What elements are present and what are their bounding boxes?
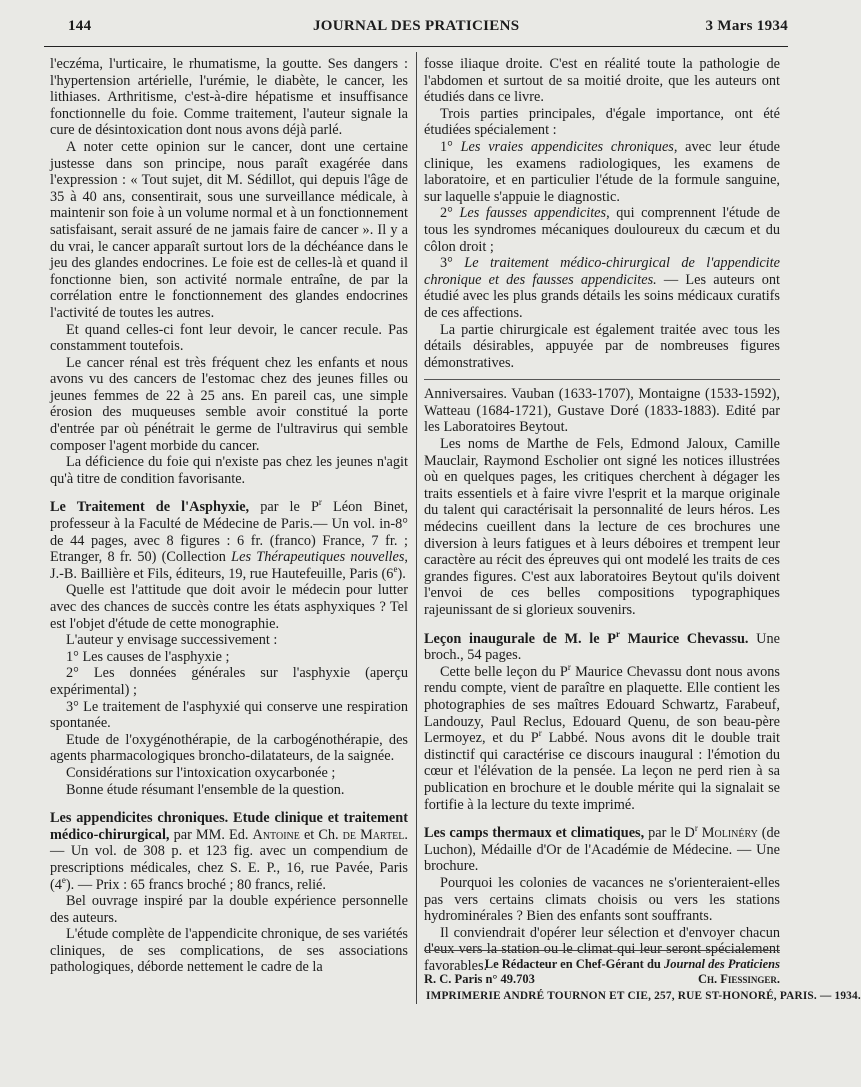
paragraph: La partie chirurgicale est également traitée avec tous les détails désirables, appuyée par de nombreuses figures démonstratives. <box>424 321 780 371</box>
review-asphyxie <box>50 499 408 798</box>
list-item: 1° Les causes de l'asphyxie ; <box>66 648 230 665</box>
list-item: 3° Le traitement de l'asphyxié qui conserve une respiration spontanée. <box>50 698 408 732</box>
paragraph: l'eczéma, l'urticaire, le rhumatisme, la goutte. Ses dangers : l'hypertension artérielle, l'urémie, le diabète, le cancer, les lithiases. Arthritisme, c'est-à-dire hépatisme et insuffisance fonctionnelle du foie. Comme traitement, l'auteur signale la cure de désintoxication dont nous avons déjà parlé. <box>50 56 408 139</box>
collection-title: Les Thérapeutiques nouvelles <box>231 549 405 566</box>
paragraph: Bel ouvrage inspiré par la double expérience personnelle des auteurs. <box>50 893 408 926</box>
author-name: Antoine <box>252 826 300 843</box>
paragraph: L'auteur y envisage successivement : <box>66 632 278 649</box>
paragraph: La déficience du foie qui n'existe pas chez les jeunes n'agit qu'à titre de condition favorisante. <box>50 454 408 487</box>
list-item: 2° Les fausses appendicites, qui comprennent l'étude de tous les syndromes mécaniques douloureux du cæcum et du côlon droit ; <box>424 205 780 255</box>
review-heading: Les camps thermaux et climatiques, par le $D^r$ Molinéry (de Luchon), Médaille d'Or de l'Académie de Médecine. — Une brochure. <box>424 823 781 875</box>
review-heading: Anniversaires. Vauban (1633-1707), Montaigne (1533-1592), Watteau (1684-1721), Gustave Doré (1833-1883). Edité par les Laboratoires Beytout. <box>424 386 781 436</box>
review-heading: Leçon inaugurale de M. le $P^r$ Maurice Chevassu. Une broch., 54 pages. <box>424 628 780 664</box>
review-title: Les appendicites chroniques. Etude clinique et traitement médico-chirurgical, <box>50 810 408 843</box>
paragraph: Bonne étude résumant l'ensemble de la question. <box>66 781 345 798</box>
review-lecon-inaugurale <box>424 628 781 814</box>
paragraph: A noter cette opinion sur le cancer, dont une certaine justesse dans son principe, nous paraît exagérée dans l'expression : « Tout sujet, dit M. Sédillot, qui depuis l'âge de 35 à 40 ans, consentirait, sous une surveillance médicale, à maintenir son foie à un volume normal et à un fonctionnement satisfaisant, serait assuré de ne jamais faire de cancer ». Il y a du vrai, le cancer apparaît surtout lors de la déchéance dans le jeu des glandes endocrines. Le foie est de celles-là et quand il fonctionne bien, son activité normale entraîne, de par la corrélation entre le fonctionnement des glandes endocrines l'activité de toutes les autres. <box>50 138 408 321</box>
paragraph: Et quand celles-ci font leur devoir, le cancer recule. Pas constamment toutefois. <box>50 321 408 355</box>
list-item: 1° Les vraies appendicites chroniques, avec leur étude clinique, les examens radiologiques, les examens de laboratoire, et en particulier l'étude de la formule sanguine, sur laquelle s'appuie le diagnostic. <box>424 138 780 205</box>
right-column <box>424 56 780 974</box>
paragraph: fosse iliaque droite. C'est en réalité toute la pathologie de l'abdomen et surtout de sa moitié droite, que les auteurs ont étudiés dans ce livre. <box>424 56 780 106</box>
author-name: de Martel <box>342 826 405 843</box>
editor-line: Le Rédacteur en Chef-Gérant du Journal des Praticiens <box>484 957 780 971</box>
paragraph: Le cancer rénal est très fréquent chez les enfants et nous avons vu des cancers de l'estomac chez des jeunes filles ou jeunes femmes de 22 à 25 ans. En pareil cas, une simple érosion des muqueuses semble avoir constitué la porte d'entrée par où pénétrait le germe de l'ultravirus qui semble composer l'agent morbide du cancer. <box>50 354 408 454</box>
review-anniversaires <box>424 386 780 618</box>
section-divider <box>424 379 780 380</box>
registration-number: R. C. Paris n° 49.703 <box>424 972 535 986</box>
author-name: Molinéry <box>701 825 758 842</box>
review-title: Leçon inaugurale de M. le P <box>424 630 616 647</box>
review-title: Le Traitement de l'Asphyxie, <box>50 499 250 516</box>
editor-footer <box>424 957 780 987</box>
paragraph: L'étude complète de l'appendicite chronique, de ses variétés cliniques, de ses complications, de ses associations pathologiques, déborde nettement le cadre de la <box>50 926 408 976</box>
page-number: 144 <box>68 18 92 34</box>
paragraph: Trois parties principales, d'égale importance, ont été étudiées spécialement : <box>424 105 780 139</box>
review-heading: Le Traitement de l'Asphyxie, par le $P^r$ Léon Binet, professeur à la Faculté de Médecine de Paris.— Un vol. in-8° de 44 pages, avec 8 figures : 6 fr. (franco) France, 7 fr. ; Etranger, 8 fr. 50) (Collection Les Thérapeutiques nouvelles, J.-B. Baillière et Fils, éditeurs, 19, rue Hautefeuille, Paris (6e). <box>50 497 408 582</box>
paragraph: Etude de l'oxygénothérapie, de la carbogénothérapie, des agents pharmacologiques broncho-dilatateurs, de la saignée. <box>50 731 408 765</box>
review-heading: Les appendicites chroniques. Etude clinique et traitement médico-chirurgical, par MM. Ed. Antoine et Ch. de Martel. — Un vol. de 308 p. et 123 fig. avec un compendium de prescriptions médicales, chez S. E. P., 16, rue Pavée, Paris (4e). — Prix : 65 francs broché ; 80 francs, relié. <box>50 810 408 893</box>
review-title: Anniversaires. Vauban (1633-1707), Montaigne (1533-1592), Watteau (1684-1721), Gustave Doré (1833-1883). <box>424 386 780 419</box>
list-item: 2° Les données générales sur l'asphyxie (aperçu expérimental) ; <box>50 665 408 698</box>
header-rule <box>44 46 788 47</box>
page-header <box>68 16 788 38</box>
issue-date: 3 Mars 1934 <box>705 18 788 34</box>
review-title: Les camps thermaux et climatiques, <box>424 825 645 842</box>
journal-title: JOURNAL DES PRATICIENS <box>313 18 520 34</box>
paragraph: Cette belle leçon du $P^r$ Maurice Chevassu dont nous avons rendu compte, vient de paraître en plaquette. Elle contient les photographies de ses maîtres Edouard Schwartz, Farabeuf, Landouzy, Paul Reclus, Edouard Quenu, de son beau-père Lermoyez, et du $P^r$ Labbé. Nous avons dit le double trait distinctif qui caractérise ce discours inaugural : l'émotion du cœur et l'élévation de la pensée. La leçon ne perd rien à sa publication en brochure et le double mérite qui la signalait se fortifie à la lecture du texte imprimé. <box>424 662 781 813</box>
review-camps-thermaux <box>424 825 780 974</box>
list-item: 3° Le traitement médico-chirurgical de l'appendicite chronique et des fausses appendicites. — Les auteurs ont étudié avec les plus grands détails les soins médicaux curatifs de ces affections. <box>424 255 780 321</box>
paragraph: Pourquoi les colonies de vacances ne s'orienteraient-elles pas vers certains climats choisis ou vers les stations hydrominérales ? Bien des enfants sont souffrants. <box>424 874 780 925</box>
printer-imprint: IMPRIMERIE ANDRÉ TOURNON ET CIE, 257, RUE ST-HONORÉ, PARIS. — 1934. <box>426 990 861 1002</box>
left-column <box>50 56 408 976</box>
paragraph: Considérations sur l'intoxication oxycarbonée ; <box>66 764 336 781</box>
registration-line <box>424 972 780 987</box>
paragraph: Les noms de Marthe de Fels, Edmond Jaloux, Camille Mauclair, Raymond Escholier ont signé les notices illustrées où en quelques pages, les critiques cherchent à dégager les traits essentiels et à faire vivre l'esprit et la marque originale du talent qui caractérisait la personnalité de leurs héros. Les médecins cueillent dans la lecture de ces brochures une diversion à leurs fatigues et à leurs déboires et trempent leur caractère au récit des épreuves qui ont modelé les traits de ces grandes figures. C'est aux laboratoires Beytout qu'ils doivent l'envoi de ces belles compositions typographiques rajeunissant de si glorieux souvenirs. <box>424 436 780 618</box>
column-divider <box>416 52 417 1004</box>
review-appendicites <box>50 810 408 976</box>
footer-rule <box>424 950 780 951</box>
paragraph: Quelle est l'attitude que doit avoir le médecin pour lutter avec des chances de succès contre les états asphyxiques ? Tel est l'objet d'étude de cette monographie. <box>50 582 408 632</box>
editor-name: Ch. Fiessinger. <box>697 972 780 986</box>
paragraph: Il conviendrait d'opérer leur sélection et d'envoyer chacun d'eux vers la station ou le climat qui leur seront spécialement favorables. <box>424 924 780 974</box>
